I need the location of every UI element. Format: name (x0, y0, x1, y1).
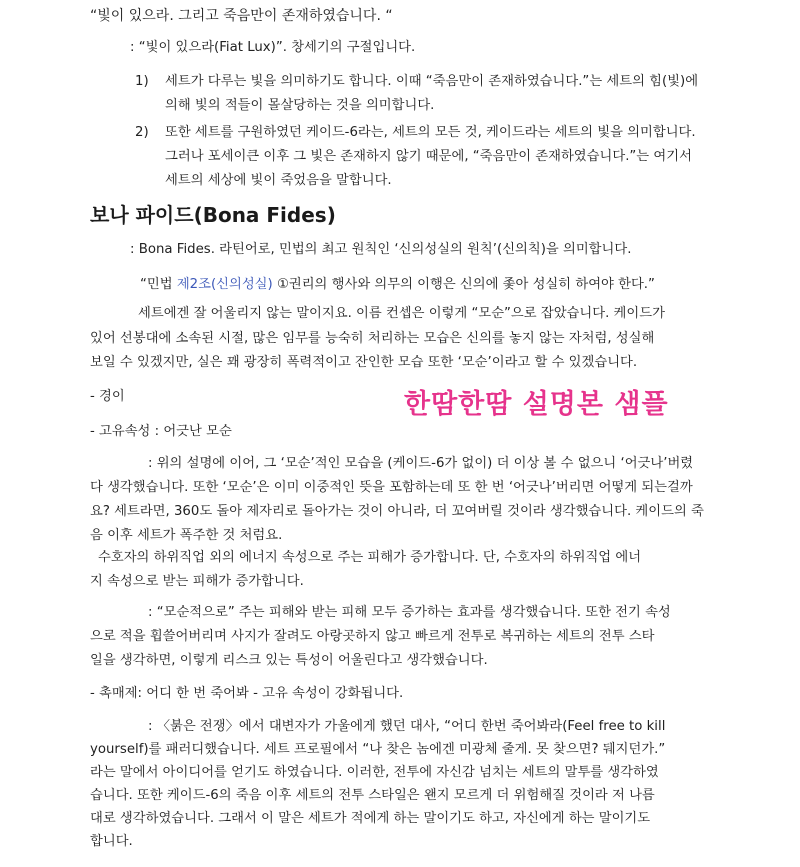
sample-watermark-label: 한땀한땀 설명본 샘플 (404, 389, 669, 420)
list-item (135, 70, 715, 120)
list-line: 또한 세트를 구원하였던 케이드-6라는, 세트의 모든 것, 케이드라는 세트의 빛을 의미합니다. (165, 125, 696, 140)
civil-law-quote (140, 273, 655, 297)
paragraph-line: 일을 생각하면, 이렇게 리스크 있는 특성이 어울린다고 생각했습니다. (90, 653, 488, 668)
paragraph-line: : 〈붉은 전쟁〉에서 대변자가 가울에게 했던 대사, “어디 한번 죽어봐라(Feel free to kill (148, 719, 666, 734)
paragraph-line: 세트에겐 잘 어울리지 않는 말이지요. 이름 컨셉은 이렇게 “모순”으로 잡았습니다. 케이드가 (138, 306, 665, 321)
civil-law-prefix: “민법 (140, 277, 177, 292)
civil-law-link[interactable]: 제2조(신의성실) (176, 277, 273, 292)
paragraph-line: 지 속성으로 받는 피해가 증가합니다. (90, 574, 304, 589)
paragraph-line: 습니다. 또한 케이드-6의 죽음 이후 세트의 전투 스타일은 왠지 모르게 더 위험해질 것이라 저 나름 (90, 788, 655, 803)
paragraph-line: 음 이후 세트가 폭주한 것 처럼요. (90, 528, 283, 543)
paragraph-line: : 위의 설명에 이어, 그 ‘모순’적인 모습을 (케이드-6가 없이) 더 이상 볼 수 없으니 ‘어긋나’버렸 (148, 456, 694, 471)
paragraph-line: 있어 선봉대에 소속된 시절, 많은 임무를 능숙히 처리하는 모습은 신의를 놓지 않는 자처럼, 성실해 (90, 331, 655, 346)
bona-fides-note: : Bona Fides. 라틴어로, 민법의 최고 원칙인 ‘신의성실의 원칙’(신의칙)을 의미합니다. (130, 242, 632, 257)
paragraph-line: yourself)를 패러디했습니다. 세트 프로필에서 “나 찾은 놈에겐 미광체 줄게. 못 찾으면? 뒈지던가.” (90, 742, 666, 757)
paragraph-line: 합니다. (90, 834, 133, 849)
list-line: 의해 빛의 적들이 몰살당하는 것을 의미합니다. (165, 98, 435, 113)
list-item (135, 121, 715, 195)
paragraph-line: : “모순적으로” 주는 피해와 받는 피해 모두 증가하는 효과를 생각했습니다. 또한 전기 속성 (148, 605, 671, 620)
paragraph-line: 라는 말에서 아이디어를 얻기도 하였습니다. 이러한, 전투에 자신감 넘치는 세트의 말투를 생각하였 (90, 765, 659, 780)
list-number: 1) (135, 74, 149, 89)
paragraph-line: 으로 적을 휩쓸어버리며 사지가 잘려도 아랑곳하지 않고 빠르게 전투로 복귀하는 세트의 전투 스타 (90, 629, 655, 644)
list-number: 2) (135, 125, 149, 140)
bullet-intrinsic-trait: - 고유속성 : 어긋난 모순 (90, 424, 232, 439)
paragraph-line: 보일 수 있겠지만, 실은 꽤 광장히 폭력적이고 잔인한 모습 또한 ‘모순’이라고 할 수 있겠습니다. (90, 355, 638, 370)
fiat-lux-note: : “빛이 있으라(Fiat Lux)”. 창세기의 구절입니다. (130, 40, 416, 55)
bullet-awe: - 경이 (90, 389, 125, 404)
paragraph-line: 대로 생각하였습니다. 그래서 이 말은 세트가 적에게 하는 말이기도 하고, 자신에게 하는 말이기도 (90, 811, 651, 826)
paragraph-line: 다 생각했습니다. 또한 ‘모순’은 이미 이중적인 뜻을 포함하는데 또 한 번 ‘어긋나’버리면 어떻게 되는걸까 (90, 480, 693, 495)
paragraph-line: 요? 세트라면, 360도 돌아 제자리로 돌아가는 것이 아니라, 더 꼬여버릴 것이라 생각했습니다. 케이드의 죽 (90, 504, 704, 519)
civil-law-suffix: ①권리의 행사와 의무의 이행은 신의에 좇아 성실히 하여야 한다.” (272, 277, 655, 292)
list-line: 세트가 다루는 빛을 의미하기도 합니다. 이때 “죽음만이 존재하였습니다.”는 세트의 힘(빛)에 (165, 74, 699, 89)
opening-quote: “빛이 있으라. 그리고 죽음만이 존재하였습니다. “ (90, 8, 393, 24)
section-heading: 보나 파이드(Bona Fides) (90, 203, 336, 227)
paragraph-line: 수호자의 하위직업 외의 에너지 속성으로 주는 피해가 증가합니다. 단, 수호자의 하위직업 에너 (98, 550, 642, 565)
list-line: 세트의 세상에 빛이 죽었음을 말합니다. (165, 173, 392, 188)
bullet-catalyst: - 촉매제: 어디 한 번 죽어봐 - 고유 속성이 강화됩니다. (90, 686, 404, 701)
list-line: 그러나 포세이큰 이후 그 빛은 존재하지 않기 때문에, “죽음만이 존재하였습니다.”는 여기서 (165, 149, 692, 164)
